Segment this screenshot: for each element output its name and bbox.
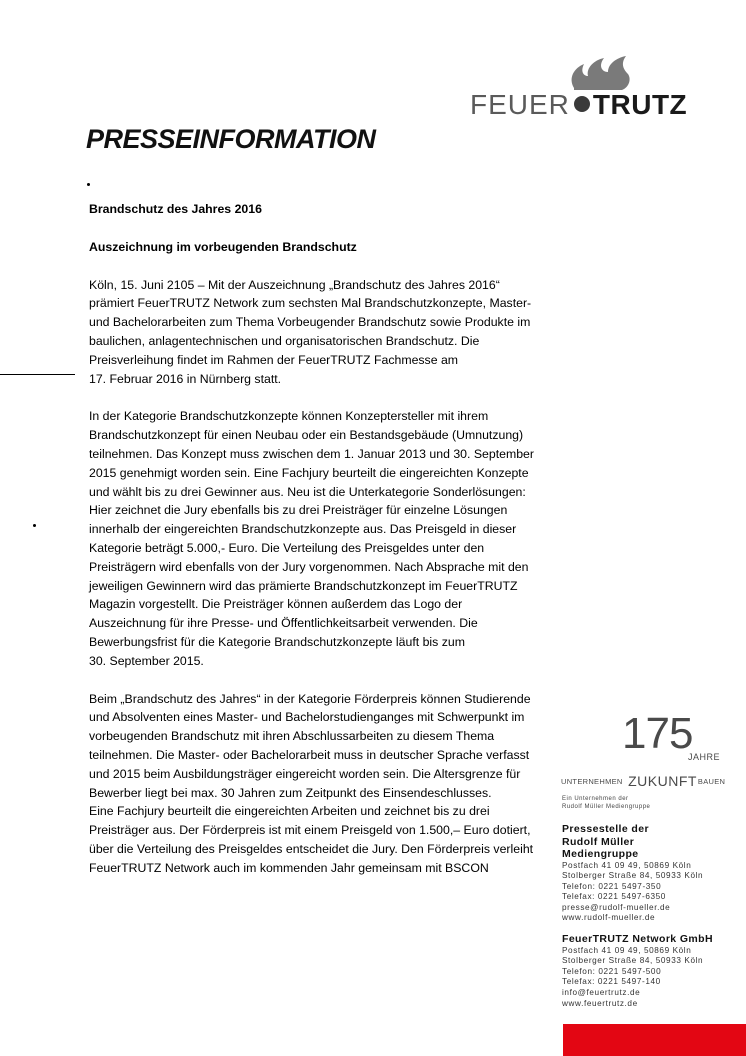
fax: Telefax: 0221 5497-6350 <box>562 892 666 902</box>
text-line: jeweiligen Gewinnern wird das prämierte Brandschutzkonzept im FeuerTRUTZ <box>89 578 518 593</box>
text-line: Magazin vorgestellt. Die Preisträger können außerdem das Logo der <box>89 597 463 612</box>
bullet-mark <box>87 183 90 186</box>
press-office-heading: Rudolf Müller <box>562 835 635 848</box>
slogan-unternehmen: UNTERNEHMEN <box>561 777 623 786</box>
text-line: Preisträger aus. Der Förderpreis ist mit einem Preisgeld von 1.500,– Euro dotiert, <box>89 823 531 838</box>
text-line: prämiert FeuerTRUTZ Network zum sechsten Mal Brandschutzkonzepte, Master- <box>89 296 532 311</box>
paragraph-konzepte <box>89 407 549 670</box>
text-line: teilnehmen. Das Konzept muss zwischen dem 1. Januar 2013 und 30. September <box>89 446 534 461</box>
anniversary-logo <box>558 710 728 788</box>
text-line: und Bachelorarbeiten zum Thema Vorbeugender Brandschutz sowie Produkte im <box>89 315 531 330</box>
logo-word-trutz: TRUTZ <box>592 89 688 120</box>
page-title: PRESSEINFORMATION <box>86 124 376 154</box>
text-line: innerhalb der eingereichten Brandschutzkonzepte aus. Das Preisgeld in dieser <box>89 522 517 537</box>
slogan-zukunft: ZUKUNFT <box>628 773 697 789</box>
website-link[interactable]: www.feuertrutz.de <box>562 998 638 1008</box>
text-line: Brandschutzkonzept für einen Neubau oder ein Bestandsgebäude (Umnutzung) <box>89 428 524 443</box>
text-line: Kategorie beträgt 5.000,- Euro. Die Verteilung des Preisgeldes unter den <box>89 540 485 555</box>
text-line: Preisverleihung findet im Rahmen der FeuerTRUTZ Fachmesse am <box>89 352 459 367</box>
fold-mark-rule <box>0 374 75 375</box>
text-line: Eine Fachjury beurteilt die eingereichten Arbeiten und zeichnet bis zu drei <box>89 804 490 819</box>
text-line: teilnehmen. Die Master- oder Bachelorarbeit muss in deutscher Sprache verfasst <box>89 747 530 762</box>
paragraph-foerderpreis <box>89 690 549 878</box>
text-line: und Absolventen eines Master- und Bachelorstudienganges mit Schwerpunkt im <box>89 710 525 725</box>
paragraph-intro <box>89 276 549 389</box>
text-line: über die Verteilung des Preisgeldes entscheidet die Jury. Den Förderpreis verleiht <box>89 841 534 856</box>
email-link[interactable]: presse@rudolf-mueller.de <box>562 902 671 912</box>
website-link[interactable]: www.rudolf-mueller.de <box>562 913 656 923</box>
postal-address: Postfach 41 09 49, 50869 Köln <box>562 945 692 955</box>
text-line: In der Kategorie Brandschutzkonzepte können Konzeptersteller mit ihrem <box>89 409 489 424</box>
heading-main: Brandschutz des Jahres 2016 <box>89 202 262 216</box>
fax: Telefax: 0221 5497-140 <box>562 977 661 987</box>
street-address: Stolberger Straße 84, 50933 Köln <box>562 871 704 881</box>
text-line: baulichen, anlagentechnischen und organisatorischen Brandschutz. Die <box>89 333 480 348</box>
text-line: Auszeichnung für ihre Presse- und Öffentlichkeitsarbeit verwenden. Die <box>89 616 478 631</box>
phone: Telefon: 0221 5497-350 <box>562 881 662 891</box>
text-line: 30. September 2015. <box>89 653 204 668</box>
text-line: Beim „Brandschutz des Jahres“ in der Kategorie Förderpreis können Studierende <box>89 691 531 706</box>
text-line: Preisträgern wird ebenfalls von der Jury vorgenommen. Nach Absprache mit den <box>89 559 529 574</box>
text-line: FeuerTRUTZ Network auch im kommenden Jahr gemeinsam mit BSCON <box>89 860 489 875</box>
text-line: Köln, 15. Juni 2105 – Mit der Auszeichnung „Brandschutz des Jahres 2016“ <box>89 277 500 292</box>
logo-word-feuer: FEUER <box>470 89 570 120</box>
text-line: 2015 genehmigt worden sein. Eine Fachjury beurteilt die eingereichten Konzepte <box>89 465 529 480</box>
anniversary-slogan <box>561 773 725 791</box>
company-intro: Rudolf Müller Mediengruppe <box>562 804 651 810</box>
contact-sidebar <box>562 795 732 1009</box>
company-intro: Ein Unternehmen der <box>562 796 629 802</box>
text-line: Bewerbungsfrist für die Kategorie Brandschutzkonzepte läuft bis zum <box>89 634 465 649</box>
bullet-mark <box>33 524 36 527</box>
text-line: und wählt bis zu drei Gewinner aus. Neu ist die Unterkategorie Sonderlösungen: <box>89 484 526 499</box>
text-line: und 2015 beim Ausbildungsträger eingereicht worden sein. Die Altersgrenze für <box>89 766 521 781</box>
logo-dot-icon <box>574 96 590 112</box>
network-heading: FeuerTRUTZ Network GmbH <box>562 933 713 946</box>
network-block <box>562 933 732 1009</box>
logo-wordmark <box>470 90 705 120</box>
street-address: Stolberger Straße 84, 50933 Köln <box>562 956 704 966</box>
anniversary-number: 175 <box>622 709 693 758</box>
phone: Telefon: 0221 5497-500 <box>562 966 662 976</box>
anniversary-jahre: JAHRE <box>688 752 721 762</box>
press-office-heading: Mediengruppe <box>562 848 639 860</box>
text-line: Hier zeichnet die Jury ebenfalls bis zu drei Preisträger für einzelne Lösungen <box>89 503 508 518</box>
text-line: vorbeugenden Brandschutz mit ihren Abschlussarbeiten zu diesem Thema <box>89 729 495 744</box>
text-line: 17. Februar 2016 in Nürnberg statt. <box>89 371 282 386</box>
email-link[interactable]: info@feuertrutz.de <box>562 987 641 997</box>
postal-address: Postfach 41 09 49, 50869 Köln <box>562 860 692 870</box>
press-office-block <box>562 823 732 924</box>
heading-sub: Auszeichnung im vorbeugenden Brandschutz <box>89 239 357 254</box>
accent-red-bar <box>563 1024 746 1056</box>
slogan-bauen: BAUEN <box>697 777 726 786</box>
press-release-body <box>89 200 549 878</box>
feuertrutz-logo <box>470 56 705 126</box>
text-line: Bewerber liegt bei max. 30 Jahren zum Zeitpunkt des Einsendeschlusses. <box>89 785 492 800</box>
press-office-heading: Pressestelle der <box>562 823 649 835</box>
